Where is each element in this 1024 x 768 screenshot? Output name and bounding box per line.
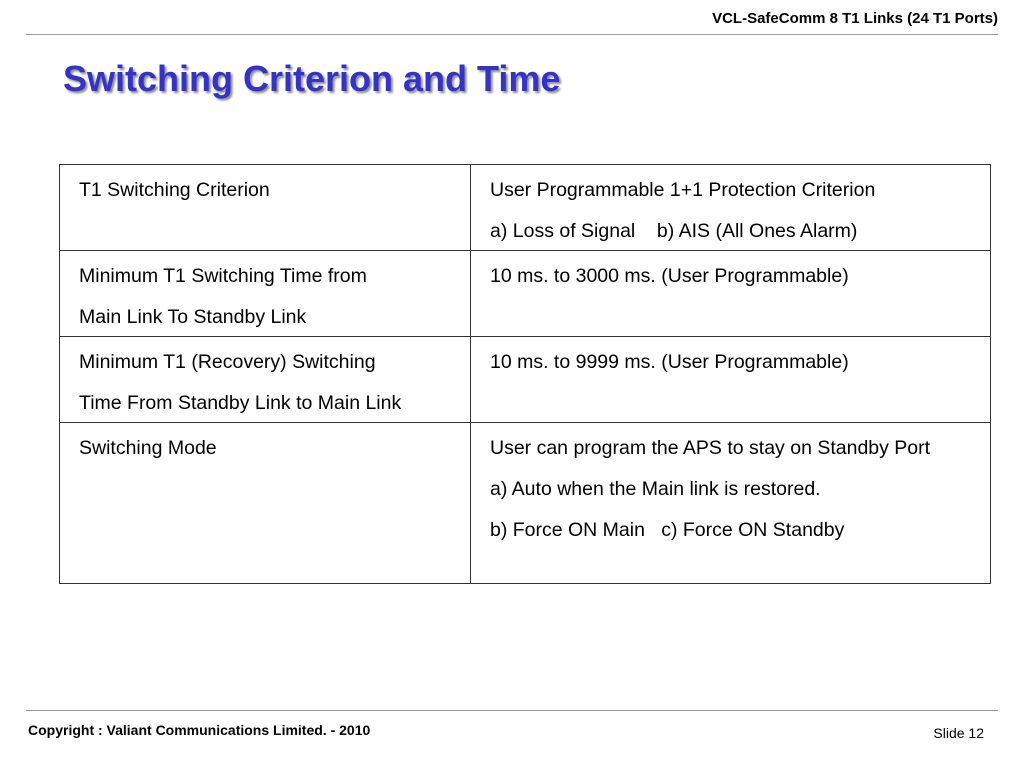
table-row xyxy=(60,165,991,251)
row-label-cell xyxy=(60,423,471,584)
row-value-text: 10 ms. to 3000 ms. (User Programmable) xyxy=(490,265,849,287)
row-value-cell xyxy=(471,165,991,251)
row-label-text: Minimum T1 Switching Time from xyxy=(79,265,367,287)
row-value-cell xyxy=(471,423,991,584)
row-label-text: Minimum T1 (Recovery) Switching xyxy=(79,351,376,373)
header-title: VCL-SafeComm 8 T1 Links (24 T1 Ports) xyxy=(712,10,998,27)
footer-divider xyxy=(26,710,998,711)
row-label-text: Switching Mode xyxy=(79,437,217,459)
row-label-text: Time From Standby Link to Main Link xyxy=(79,392,402,414)
row-label-cell xyxy=(60,165,471,251)
row-value-text: b) Force ON Main c) Force ON Standby xyxy=(490,519,845,541)
row-label-cell xyxy=(60,337,471,423)
row-value-cell xyxy=(471,337,991,423)
row-value-text: User can program the APS to stay on Standby Port xyxy=(490,437,931,459)
row-label-cell xyxy=(60,251,471,337)
table-row xyxy=(60,251,991,337)
slide-number: Slide 12 xyxy=(933,725,984,741)
header-divider xyxy=(26,34,998,35)
row-value-cell xyxy=(471,251,991,337)
table-row xyxy=(60,337,991,423)
row-label-text: Main Link To Standby Link xyxy=(79,306,307,328)
row-label-text: T1 Switching Criterion xyxy=(79,179,270,201)
row-value-text: User Programmable 1+1 Protection Criterion xyxy=(490,179,876,201)
row-value-text: 10 ms. to 9999 ms. (User Programmable) xyxy=(490,351,849,373)
slide-title: Switching Criterion and Time xyxy=(63,58,561,99)
row-value-text: a) Auto when the Main link is restored. xyxy=(490,478,821,500)
footer-copyright: Copyright : Valiant Communications Limited. - 2010 xyxy=(28,722,371,738)
table-row xyxy=(60,423,991,584)
row-value-text: a) Loss of Signal b) AIS (All Ones Alarm) xyxy=(490,220,858,242)
spec-table xyxy=(59,164,991,584)
